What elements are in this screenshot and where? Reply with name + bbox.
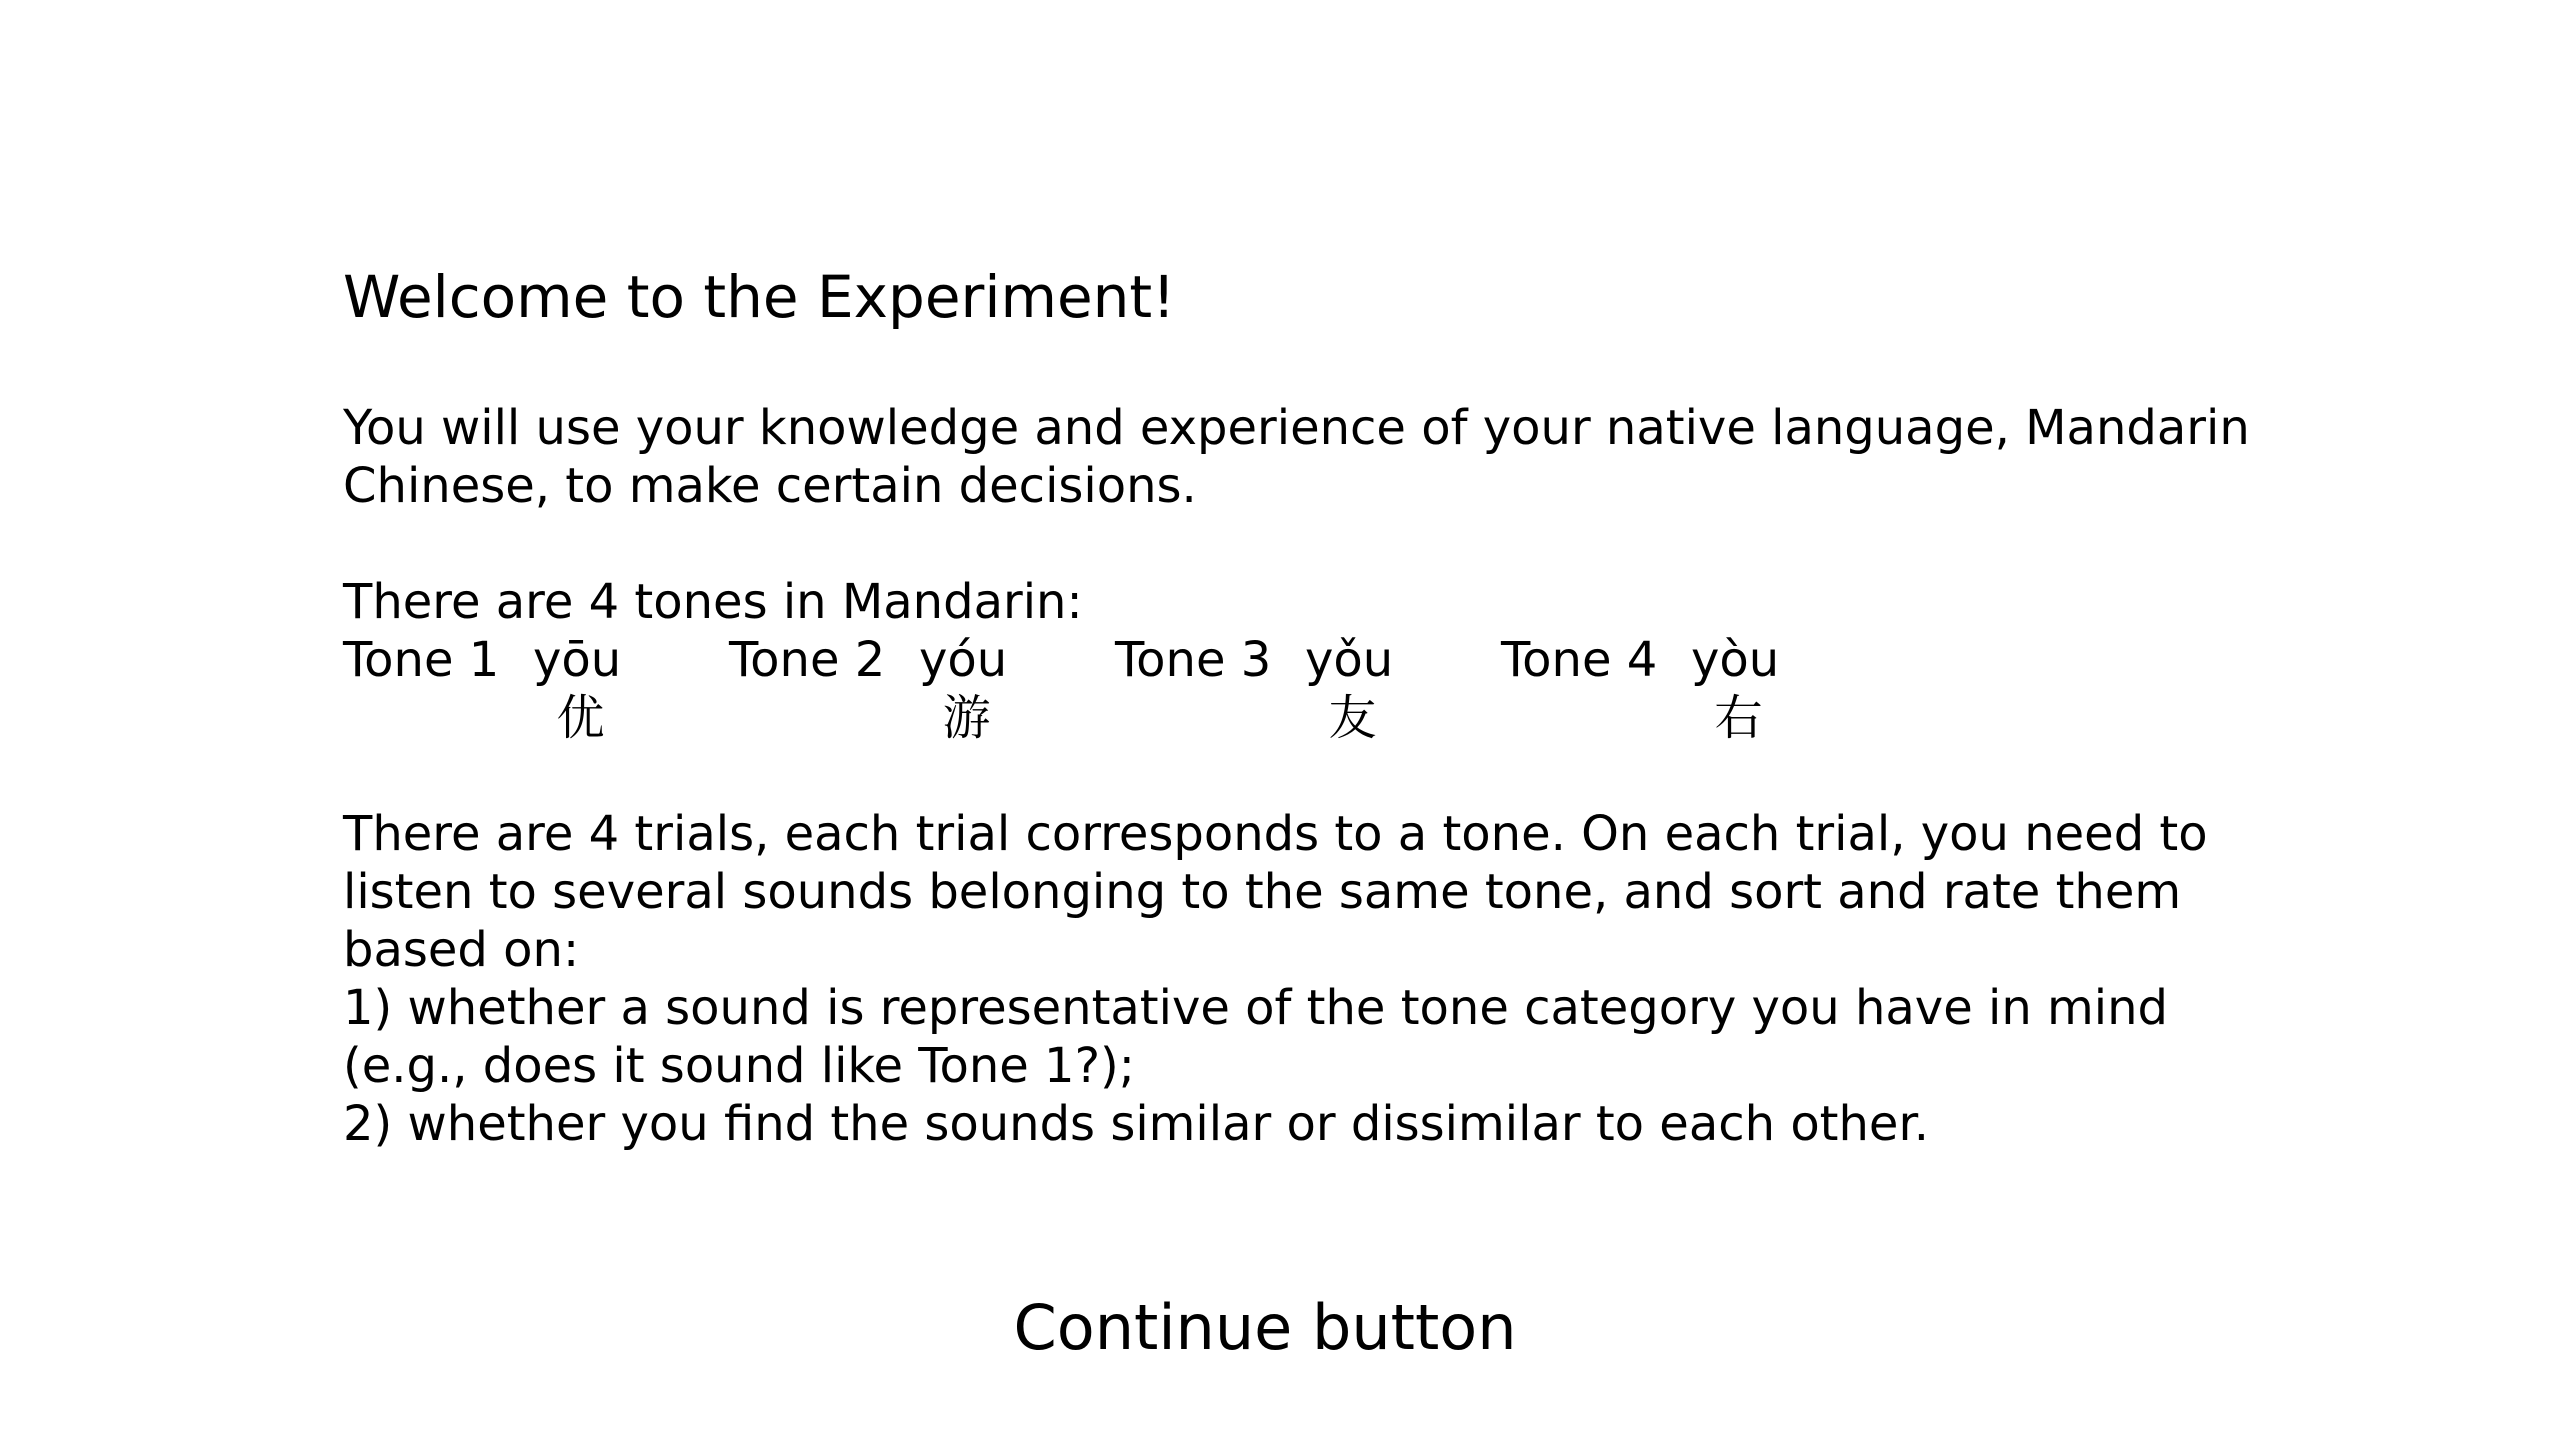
tone-row [343,631,2243,747]
tone-pinyin: yòu [1691,632,1780,688]
tone-1 [343,631,733,747]
instructions-panel [343,263,2250,1153]
tone-label: Tone 4 [1501,632,1658,688]
tone-4 [1501,631,1891,747]
tone-pinyin: yōu [533,632,622,688]
trials-paragraph [343,805,2243,1153]
page-title: Welcome to the Experiment! [343,263,1176,331]
tone-2 [729,631,1119,747]
intro-line-1: You will use your knowledge and experience of your native language, Mandarin [343,400,2250,456]
tone-pinyin: yóu [919,632,1008,688]
tone-character: 友 [1328,690,1377,746]
continue-button[interactable]: Continue button [1000,1290,1530,1366]
tone-character: 右 [1714,690,1763,746]
trials-line-4: 1) whether a sound is representative of the tone category you have in mind [343,980,2168,1036]
tone-label: Tone 3 [1115,632,1272,688]
tone-label: Tone 2 [729,632,886,688]
trials-line-5: (e.g., does it sound like Tone 1?); [343,1038,1135,1094]
trials-line-6: 2) whether you find the sounds similar or dissimilar to each other. [343,1096,1930,1152]
tone-character: 游 [942,690,991,746]
tone-label: Tone 1 [343,632,500,688]
trials-line-3: based on: [343,922,580,978]
tones-section [343,573,2243,747]
intro-paragraph [343,399,2250,515]
tones-heading: There are 4 tones in Mandarin: [343,574,1083,630]
tone-3 [1115,631,1505,747]
trials-line-1: There are 4 trials, each trial corresponds to a tone. On each trial, you need to [343,806,2208,862]
tone-pinyin: yǒu [1305,632,1394,688]
tone-character: 优 [556,690,605,746]
trials-line-2: listen to several sounds belonging to the same tone, and sort and rate them [343,864,2182,920]
intro-line-2: Chinese, to make certain decisions. [343,458,1197,514]
